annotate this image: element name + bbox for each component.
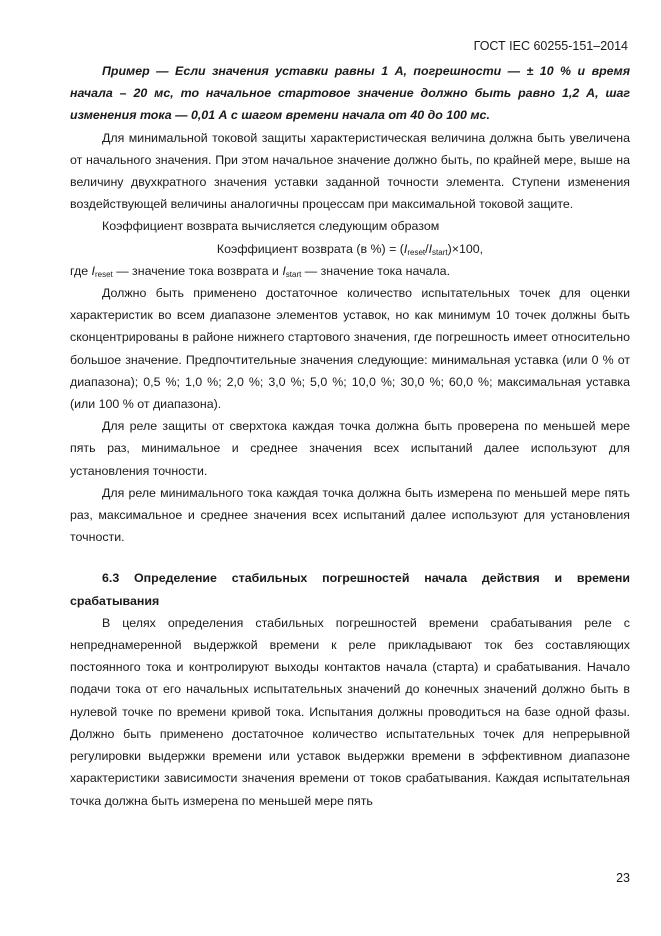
paragraph-test-points: Должно быть применено достаточное количество испытательных точек для оценки характеристик во всем диапазоне элементов уставок, но как минимум 10 точек должны быть сконцентрированы в районе нижнего стартового значения, где погрешность имеет относительно большое значение. Предпочтительные значения следующие: минимальная уставка (или 0 % от диапазона); 0,5 %; 1,0 %; 2,0 %; 3,0 %; 5,0 %; 10,0 %; 30,0 %; 60,0 %; максимальная уставка (или 100 % от диапазона). (70, 286, 630, 412)
formula-rhs: )×100, (447, 241, 484, 256)
example-note: Пример — Если значения уставки равны 1 А, погрешности — ± 10 % и время начала – 20 мс, то начальное стартовое значение должно быть равно 1,2 А, шаг изменения тока — 0,01 А с шагом времени начала от 40 до 100 мс. (70, 64, 630, 123)
paragraph-min-current: Для минимальной токовой защиты характеристическая величина должна быть увеличена от начального значения. При этом начальное значение должно быть, по крайней мере, выше на величину двухкратного значения уставки заданной точности элемента. Ступени изменения воздействующей величины аналогичны процессам при максимальной токовой защите. (70, 130, 630, 212)
formula-sub-start: start (432, 247, 448, 257)
paragraph-section-body: В целях определения стабильных погрешностей времени срабатывания реле с непреднамеренной выдержкой времени к реле прикладывают ток без составляющих постоянного тока и контролируют выходы контактов начала (старта) и срабатывания. Начало подачи тока от его начальных испытательных значений до конечных значений должно быть в нулевой точке по времени кривой тока. Испытания должны проводиться на базе одной фазы. Должно быть применено достаточное количество испытательных точек для непрерывной регулировки выдержки времени или уставок выдержки времени в эффективном диапазоне характеристики зависимости значения времени от токов срабатывания. Каждая испытательная точка должна быть измерена по меньшей мере пять (70, 615, 630, 808)
where-sub-start: start (285, 269, 302, 279)
where-sub-reset: reset (94, 269, 113, 279)
formula-sub-reset: reset (407, 247, 426, 257)
where-suffix: — значение тока начала. (301, 263, 451, 278)
page-header-standard: ГОСТ IEC 60255-151–2014 (473, 39, 628, 53)
paragraph-ratio-intro: Коэффициент возврата вычисляется следующим образом (102, 219, 440, 234)
section-heading: 6.3 Определение стабильных погрешностей начала действия и времени срабатывания (70, 571, 630, 608)
formula-slash: / (425, 241, 429, 256)
where-i-reset: I (91, 263, 95, 278)
section-gap (70, 548, 630, 567)
formula-definitions (70, 260, 630, 282)
paragraph-overcurrent: Для реле защиты от сверхтока каждая точка должна быть проверена по меньшей мере пять раз, минимальное и среднее значения всех испытаний далее используют для установления точности. (70, 419, 630, 478)
formula-i-reset: I (403, 241, 408, 256)
formula-lhs: Коэффициент возврата (в %) = ( (216, 241, 404, 256)
where-i-start: I (282, 263, 286, 278)
document-body (70, 60, 630, 812)
formula-i-start: I (428, 241, 433, 256)
page-number: 23 (616, 871, 630, 885)
paragraph-undercurrent: Для реле минимального тока каждая точка должна быть измерена по меньшей мере пять раз, максимальное и среднее значения всех испытаний далее используют для установления точности. (70, 485, 630, 545)
where-mid: — значение тока возврата и (112, 263, 283, 278)
formula-reset-ratio (70, 238, 630, 260)
where-prefix: где (70, 263, 92, 278)
